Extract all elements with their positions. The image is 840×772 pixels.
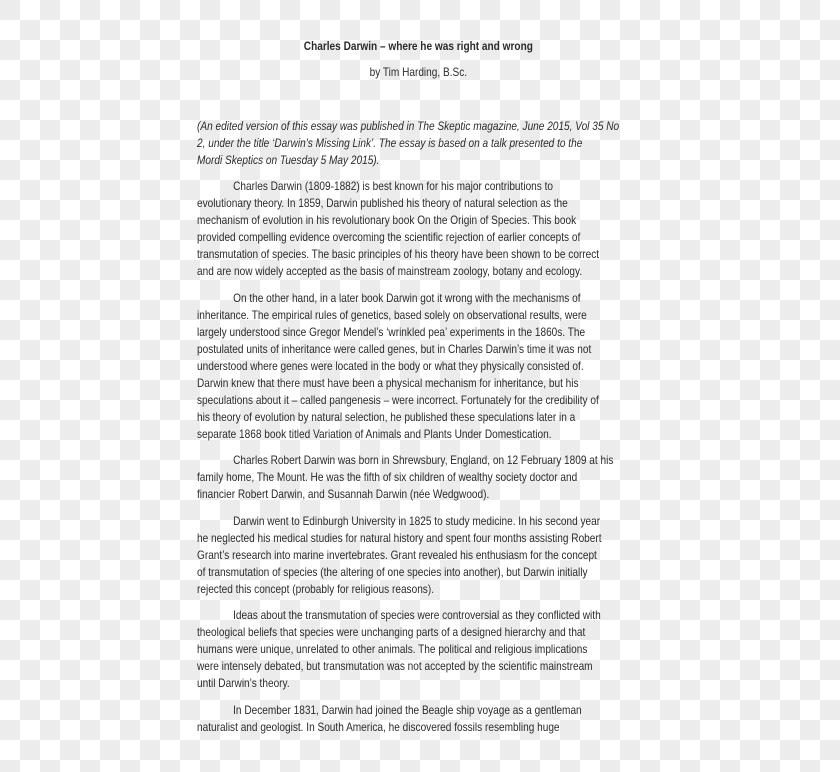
note-line: (An edited version of this essay was published in The Skeptic magazine, June 2015, Vol 35 No	[197, 119, 620, 133]
paragraph-line: his theory of evolution by natural selection, he published these speculations later in a	[197, 409, 576, 424]
paragraph-line: separate 1868 book titled Variation of Animals and Plants Under Domestication.	[197, 426, 552, 441]
paragraph-line: Ideas about the transmutation of species were controversial as they conflicted with	[233, 608, 601, 622]
paragraph-line: provided compelling evidence overcoming the scientific rejection of earlier concepts of	[197, 230, 581, 244]
paragraph-line: Grant’s research into marine invertebrates. Grant revealed his enthusiasm for the concept	[197, 547, 597, 562]
paragraph-line: In December 1831, Darwin had joined the Beagle ship voyage as a gentleman	[233, 702, 582, 717]
paragraph-line: financier Robert Darwin, and Susannah Darwin (née Wedgwood).	[197, 487, 490, 501]
essay-body	[197, 178, 724, 745]
paragraph-line: On the other hand, in a later book Darwin got it wrong with the mechanisms of	[233, 290, 581, 305]
paragraph-line: were intensely debated, but transmutation was not accepted by the scientific mainstream	[197, 659, 593, 673]
document-title: Charles Darwin – where he was right and wrong	[303, 39, 533, 53]
paragraph-line: inheritance. The empirical rules of genetics, based solely on observational results, were	[197, 307, 587, 322]
paragraph-line: of transmutation of species (the altering of one species into another), but Darwin initially	[197, 564, 588, 579]
paragraph	[197, 607, 724, 692]
paragraph	[197, 513, 724, 598]
paragraph-line: until Darwin’s theory.	[197, 676, 290, 690]
paragraph-line: Charles Darwin (1809-1882) is best known for his major contributions to	[233, 179, 554, 193]
note-line: Mordi Skeptics on Tuesday 5 May 2015).	[197, 153, 380, 167]
note-line: 2, under the title ‘Darwin’s Missing Link’. The essay is based on a talk presented to the	[197, 136, 583, 150]
paragraph-line: Darwin knew that there must have been a physical mechanism for inheritance, but his	[197, 375, 579, 390]
paragraph	[197, 452, 724, 503]
paragraph	[197, 178, 724, 280]
paragraph-line: Darwin went to Edinburgh University in 1825 to study medicine. In his second year	[233, 513, 601, 528]
paragraph-line: humans were unique, unrelated to other animals. The political and religious implications	[197, 642, 588, 656]
paragraph-line: largely understood since Gregor Mendel’s ‘wrinkled pea’ experiments in the 1860s. The	[197, 324, 586, 339]
paragraph-line: family home, The Mount. He was the fifth of six children of wealthy society doctor and	[197, 470, 578, 484]
paragraph-line: Charles Robert Darwin was born in Shrewsbury, England, on 12 February 1809 at his	[233, 453, 614, 467]
paragraph-line: transmutation of species. The basic principles of his theory have been shown to be correct	[197, 247, 600, 261]
paragraph-line: rejected this concept (probably for religious reasons).	[197, 581, 434, 596]
paragraph-line: speculations about it – called pangenesis – were incorrect. Fortunately for the credibility of	[197, 392, 599, 407]
paragraph-line: theological beliefs that species were unchanging parts of a designed hierarchy and that	[197, 625, 586, 639]
paragraph-line: he neglected his medical studies for natural history and spent four months assisting Robert	[197, 530, 602, 545]
paragraph-line: evolutionary theory. In 1859, Darwin published his theory of natural selection as the	[197, 196, 568, 210]
paragraph-line: and are now widely accepted as the basis of mainstream zoology, botany and ecology.	[197, 264, 583, 278]
paragraph	[197, 290, 724, 443]
paragraph-line: naturalist and geologist. In South America, he discovered fossils resembling huge	[197, 719, 560, 734]
paragraph	[197, 702, 724, 736]
paragraph-line: postulated units of inheritance were called genes, but in Charles Darwin’s time it was not	[197, 341, 592, 356]
publication-note	[197, 118, 724, 169]
document-byline: by Tim Harding, B.Sc.	[369, 65, 468, 79]
paragraph-line: mechanism of evolution in his revolutionary book On the Origin of Species. This book	[197, 213, 577, 227]
paragraph-line: understood where genes were located in the body or what they physically consisted of.	[197, 358, 584, 373]
